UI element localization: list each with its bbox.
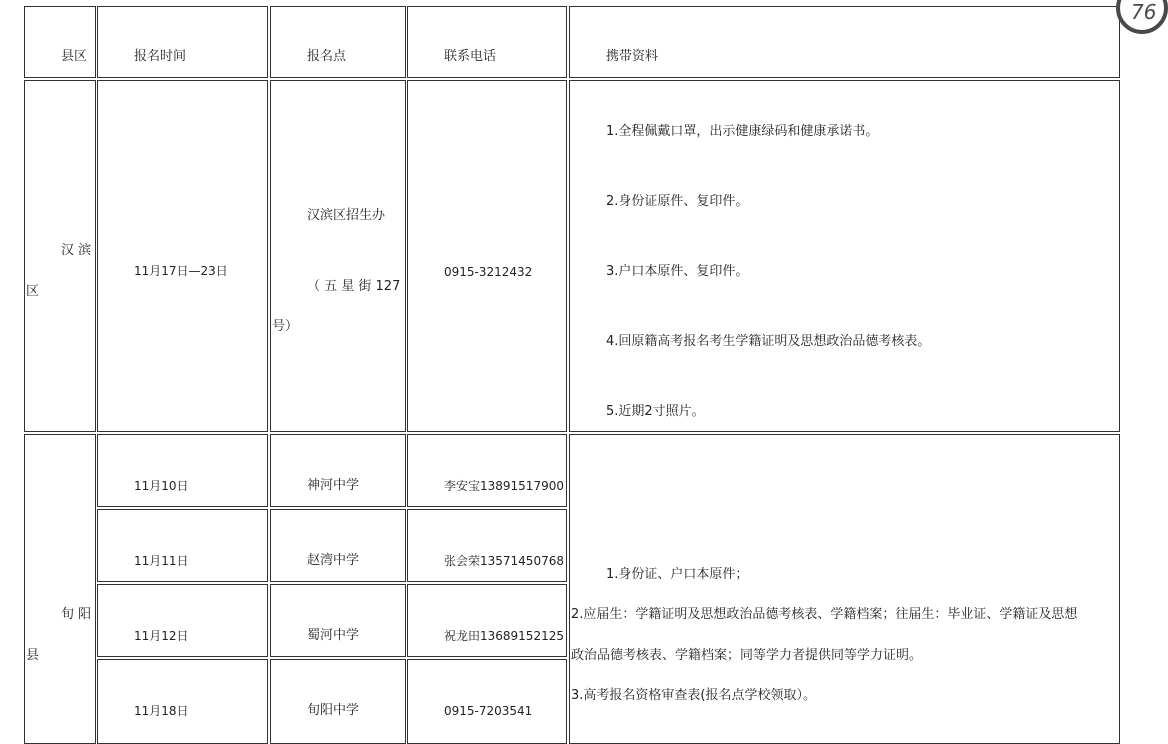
xunyang-row-place-cell (270, 584, 406, 657)
hanbin-material-4: 4.回原籍高考报名考生学籍证明及思想政治品德考核表。 (606, 334, 931, 349)
header-place: 报名点 (307, 49, 347, 64)
xunyang-row-time-cell (97, 434, 268, 507)
xunyang-material-2: 2.应届生：学籍证明及思想政治品德考核表、学籍档案；往届生：毕业证、学籍证及思想 (571, 607, 1078, 622)
hanbin-county-line1: 汉 滨 (61, 243, 92, 258)
xunyang-row-place: 旬阳中学 (307, 703, 360, 718)
xunyang-row-phone: 李安宝13891517900 (444, 479, 564, 493)
hanbin-place-line3: 号） (272, 319, 299, 334)
xunyang-row-place-cell (270, 434, 406, 507)
xunyang-row-time: 11月18日 (134, 704, 189, 718)
hanbin-material-5: 5.近期2寸照片。 (606, 404, 705, 419)
header-cell-place (270, 6, 406, 78)
hanbin-place-line1: 汉滨区招生办 (307, 208, 386, 223)
hanbin-county-line2: 区 (26, 284, 40, 299)
xunyang-material-1: 1.身份证、户口本原件； (606, 567, 749, 582)
xunyang-row-time-cell (97, 659, 268, 744)
xunyang-row-time-cell (97, 509, 268, 582)
header-county: 县区 (61, 49, 88, 64)
xunyang-row-place: 神河中学 (307, 478, 360, 493)
header-cell-materials (569, 6, 1120, 78)
xunyang-material-4: 3.高考报名资格审查表(报名点学校领取）。 (571, 688, 816, 703)
xunyang-row-place: 赵湾中学 (307, 553, 360, 568)
hanbin-phone-cell (407, 80, 567, 432)
hanbin-material-1: 1.全程佩戴口罩，出示健康绿码和健康承诺书。 (606, 124, 879, 139)
header-materials: 携带资料 (606, 49, 659, 64)
xunyang-row-phone-cell (407, 659, 567, 744)
hanbin-place-cell (270, 80, 406, 432)
xunyang-row-time-cell (97, 584, 268, 657)
xunyang-row-phone-cell (407, 434, 567, 507)
hanbin-material-3: 3.户口本原件、复印件。 (606, 264, 749, 279)
xunyang-row-phone: 张会荣13571450768 (444, 554, 564, 568)
xunyang-row-place: 蜀河中学 (307, 628, 360, 643)
xunyang-county-line2: 县 (26, 648, 40, 663)
hanbin-phone: 0915-3212432 (444, 265, 533, 279)
header-cell-phone (407, 6, 567, 78)
floating-badge[interactable] (1116, 0, 1168, 34)
xunyang-row-time: 11月12日 (134, 629, 189, 643)
xunyang-row-phone: 0915-7203541 (444, 704, 533, 718)
hanbin-place-line2: （ 五 星 街 127 (307, 279, 401, 294)
xunyang-material-3: 政治品德考核表、学籍档案；同等学力者提供同等学力证明。 (571, 648, 923, 663)
xunyang-county-line1: 旬 阳 (61, 607, 92, 622)
xunyang-row-time: 11月10日 (134, 479, 189, 493)
xunyang-row-time: 11月11日 (134, 554, 189, 568)
badge-label: 76 (1131, 0, 1157, 24)
xunyang-county-cell (24, 434, 96, 744)
header-phone: 联系电话 (444, 49, 497, 64)
header-time: 报名时间 (134, 49, 187, 64)
hanbin-material-2: 2.身份证原件、复印件。 (606, 194, 749, 209)
xunyang-row-phone: 祝龙田13689152125 (444, 629, 564, 643)
xunyang-row-phone-cell (407, 584, 567, 657)
hanbin-time: 11月17日—23日 (134, 264, 228, 278)
xunyang-row-place-cell (270, 509, 406, 582)
hanbin-county-cell (24, 80, 96, 432)
xunyang-materials-cell (569, 434, 1120, 744)
header-cell-time (97, 6, 268, 78)
hanbin-materials-cell (569, 80, 1120, 432)
xunyang-row-place-cell (270, 659, 406, 744)
xunyang-row-phone-cell (407, 509, 567, 582)
hanbin-time-cell (97, 80, 268, 432)
header-cell-county (24, 6, 96, 78)
